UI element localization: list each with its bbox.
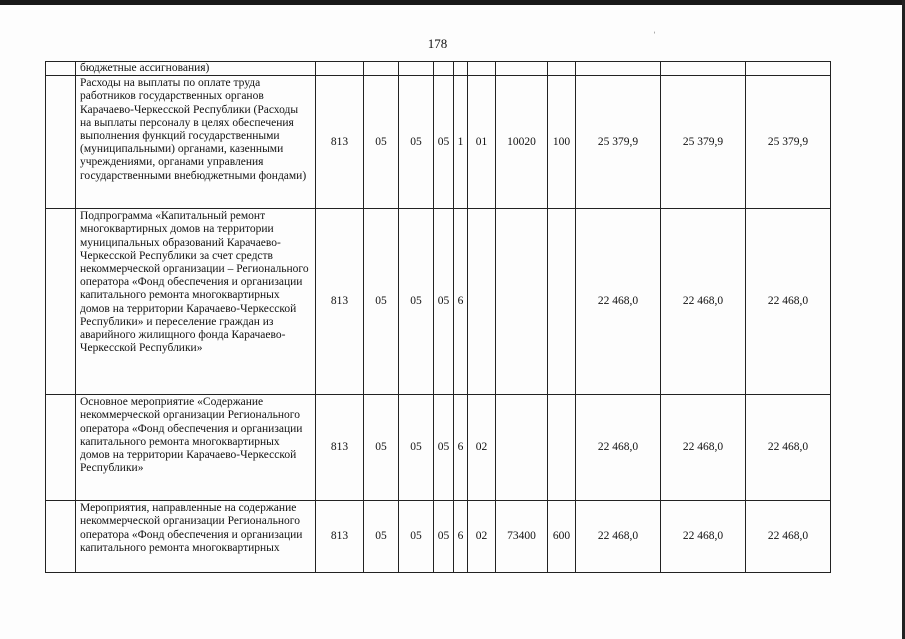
row-index-cell [46,209,76,395]
razdel-cell: 05 [364,209,399,395]
target-code-3: 02 [468,395,496,501]
expense-name: Расходы на выплаты по оплате труда работников государственных органов Карачаево-Черкесской Республики (Расходы на выплаты персоналу в целях обеспечения выполнения функций государственными (муниципальными) органами, казенными учреждениями, органами управления государственными внебюджетными фондами) [76,76,316,209]
razdel-cell: 05 [364,76,399,209]
glava-cell: 813 [316,501,364,573]
expense-name: Мероприятия, направленные на содержание некоммерческой организации Регионального оператора «Фонд обеспечения и организации капитального ремонта многоквартирных [76,501,316,573]
target-code-4: 10020 [496,76,548,209]
amount-year-1: 25 379,9 [576,76,661,209]
amount-year-3 [746,62,831,76]
target-code-4 [496,395,548,501]
amount-year-1 [576,62,661,76]
row-index-cell [46,395,76,501]
target-code-1: 05 [434,76,454,209]
target-code-2 [454,62,468,76]
razdel-cell: 05 [364,501,399,573]
target-code-2: 1 [454,76,468,209]
scan-speck: ˒ [653,26,656,36]
target-code-3: 02 [468,501,496,573]
table-row [46,395,831,501]
razdel-cell [364,62,399,76]
page-number: 178 [427,36,448,51]
amount-year-3: 22 468,0 [746,501,831,573]
amount-year-2 [661,62,746,76]
podrazdel-cell: 05 [399,76,434,209]
amount-year-3: 22 468,0 [746,209,831,395]
scan-border-top [0,0,905,5]
expense-type-cell [548,209,576,395]
glava-cell: 813 [316,76,364,209]
target-code-4 [496,62,548,76]
table-row [46,209,831,395]
row-index-cell [46,76,76,209]
expense-type-cell: 100 [548,76,576,209]
table-row [46,76,831,209]
amount-year-3: 22 468,0 [746,395,831,501]
target-code-3: 01 [468,76,496,209]
expense-name: бюджетные ассигнования) [76,62,316,76]
glava-cell [316,62,364,76]
expense-type-cell [548,395,576,501]
podrazdel-cell: 05 [399,501,434,573]
amount-year-1: 22 468,0 [576,209,661,395]
amount-year-1: 22 468,0 [576,501,661,573]
podrazdel-cell [399,62,434,76]
target-code-1: 05 [434,501,454,573]
amount-year-3: 25 379,9 [746,76,831,209]
amount-year-2: 25 379,9 [661,76,746,209]
target-code-3 [468,62,496,76]
expense-name: Подпрограмма «Капитальный ремонт многоквартирных домов на территории муниципальных образований Карачаево-Черкесской Республики за счет средств некоммерческой организации – Регионального оператора «Фонд обеспечения и организации капитального ремонта многоквартирных домов на территории Карачаево-Черкесской Республики» и переселение граждан из аварийного жилищного фонда Карачаево-Черкесской Республики» [76,209,316,395]
expense-name: Основное мероприятие «Содержание некоммерческой организации Регионального оператора «Фонд обеспечения и организации капитального ремонта многоквартирных домов на территории Карачаево-Черкесской Республики» [76,395,316,501]
row-index-cell [46,501,76,573]
podrazdel-cell: 05 [399,209,434,395]
target-code-2: 6 [454,395,468,501]
podrazdel-cell: 05 [399,395,434,501]
target-code-3 [468,209,496,395]
table-row [46,62,831,76]
table-row [46,501,831,573]
razdel-cell: 05 [364,395,399,501]
glava-cell: 813 [316,395,364,501]
glava-cell: 813 [316,209,364,395]
target-code-1 [434,62,454,76]
target-code-2: 6 [454,209,468,395]
budget-table [45,61,831,573]
target-code-1: 05 [434,209,454,395]
target-code-4 [496,209,548,395]
amount-year-2: 22 468,0 [661,395,746,501]
amount-year-2: 22 468,0 [661,209,746,395]
target-code-4: 73400 [496,501,548,573]
row-index-cell [46,62,76,76]
target-code-1: 05 [434,395,454,501]
expense-type-cell: 600 [548,501,576,573]
amount-year-2: 22 468,0 [661,501,746,573]
target-code-2: 6 [454,501,468,573]
expense-type-cell [548,62,576,76]
amount-year-1: 22 468,0 [576,395,661,501]
